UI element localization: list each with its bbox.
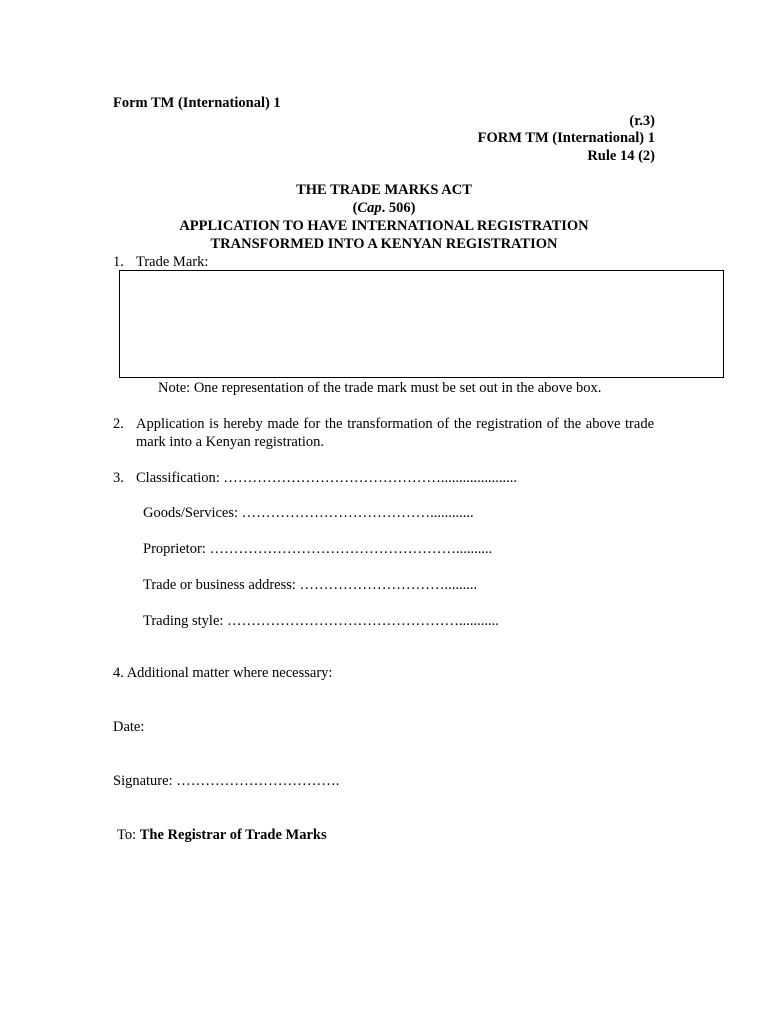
trade-mark-label: Trade Mark: xyxy=(136,254,209,270)
form-name: FORM TM (International) 1 xyxy=(477,130,655,146)
section2-number: 2. xyxy=(113,416,124,432)
goods-services-field[interactable]: Goods/Services: …………………………………............ xyxy=(143,505,474,521)
section1-number: 1. xyxy=(113,254,124,270)
cap-reference: (Cap. 506) xyxy=(352,200,416,216)
addressee-prefix: To: xyxy=(117,827,140,843)
addressee xyxy=(117,826,327,844)
form-heading: Form TM (International) 1 xyxy=(113,95,281,111)
addressee-name: The Registrar of Trade Marks xyxy=(139,827,327,843)
date-label: Date: xyxy=(113,719,145,735)
signature-field[interactable]: Signature: ……………………………. xyxy=(113,773,340,789)
section3-number: 3. xyxy=(113,470,124,486)
application-title-line1: APPLICATION TO HAVE INTERNATIONAL REGISTRATION xyxy=(179,218,589,234)
trade-mark-box[interactable] xyxy=(119,270,724,378)
classification-field[interactable]: Classification: ………………………………………..................... xyxy=(136,470,518,486)
act-title: THE TRADE MARKS ACT xyxy=(296,182,472,198)
application-statement: Application is hereby made for the transformation of the registration of the above trade mark into a Kenyan registration. xyxy=(136,416,654,450)
application-title-line2: TRANSFORMED INTO A KENYAN REGISTRATION xyxy=(210,236,558,252)
rule-number: Rule 14 (2) xyxy=(587,148,655,164)
rule-reference: (r.3) xyxy=(629,113,655,129)
trade-mark-note: Note: One representation of the trade mark must be set out in the above box. xyxy=(158,380,602,396)
additional-matter-label: 4. Additional matter where necessary: xyxy=(113,665,333,681)
proprietor-field[interactable]: Proprietor: …………………………………………….......... xyxy=(143,541,493,557)
business-address-field[interactable]: Trade or business address: …………………………......... xyxy=(143,577,478,593)
trading-style-field[interactable]: Trading style: …………………………………………........... xyxy=(143,613,499,629)
